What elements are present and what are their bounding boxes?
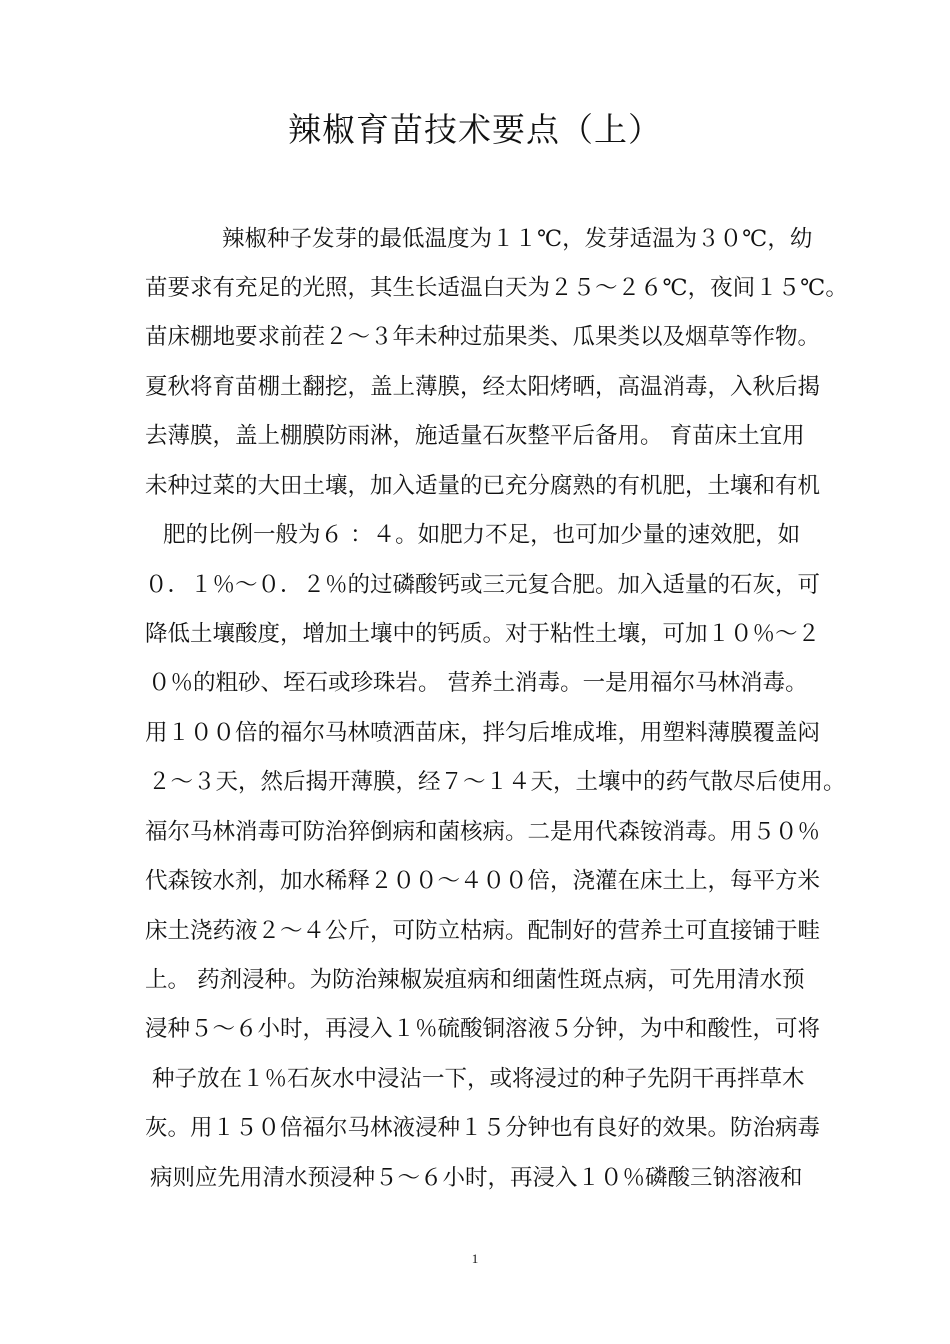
text-line: 用１００倍的福尔马林喷洒苗床，拌匀后堆成堆，用塑料薄膜覆盖闷 [145,720,821,746]
text-line: 肥的比例一般为６ ：４。如肥力不足，也可加少量的速效肥，如 [163,522,801,548]
text-line: 未种过菜的大田土壤，加入适量的已充分腐熟的有机肥，土壤和有机 [145,473,821,499]
text-line: 灰。用１５０倍福尔马林液浸种１５分钟也有良好的效果。防治病毒 [145,1115,821,1141]
text-line: 去薄膜，盖上棚膜防雨淋，施适量石灰整平后备用。 育苗床土宜用 [145,423,805,449]
text-line: 福尔马林消毒可防治猝倒病和菌核病。二是用代森铵消毒。用５０％ [145,819,821,845]
text-line: 降低土壤酸度，增加土壤中的钙质。对于粘性土壤，可加１０％～２ [145,621,821,647]
text-line: ０％的粗砂、垤石或珍珠岩。 营养土消毒。一是用福尔马林消毒。 [148,670,808,696]
text-line: 辣椒种子发芽的最低温度为１１℃，发芽适温为３０℃，幼 [222,226,813,252]
text-line: 代森铵水剂，加水稀释２００～４００倍，浇灌在床土上，每平方米 [145,868,821,894]
document-title: 辣椒育苗技术要点（上） [288,110,662,149]
text-line: 浸种５～６小时，再浸入１％硫酸铜溶液５分钟，为中和酸性，可将 [145,1016,821,1042]
text-line: 种子放在１％石灰水中浸沾一下，或将浸过的种子先阴干再拌草木 [152,1066,805,1092]
text-line: 病则应先用清水预浸种５～６小时，再浸入１０％磷酸三钠溶液和 [150,1165,803,1191]
text-line: 苗要求有充足的光照，其生长适温白天为２５～２６℃，夜间１５℃。 [145,275,848,301]
text-line: 上。 药剂浸种。为防治辣椒炭疽病和细菌性斑点病，可先用清水预 [145,967,805,993]
text-line: 苗床棚地要求前茬２～３年未种过茄果类、瓜果类以及烟草等作物。 [145,324,821,350]
page-number: 1 [471,1251,479,1266]
text-line: 夏秋将育苗棚土翻挖，盖上薄膜，经太阳烤晒，高温消毒，入秋后揭 [145,374,821,400]
text-line: ０．１％～０．２％的过磷酸钙或三元复合肥。加入适量的石灰，可 [145,572,821,598]
text-line: 床土浇药液２～４公斤，可防立枯病。配制好的营养土可直接铺于畦 [145,918,821,944]
text-line: ２～３天，然后揭开薄膜，经７～１４天，土壤中的药气散尽后使用。 [148,769,846,795]
